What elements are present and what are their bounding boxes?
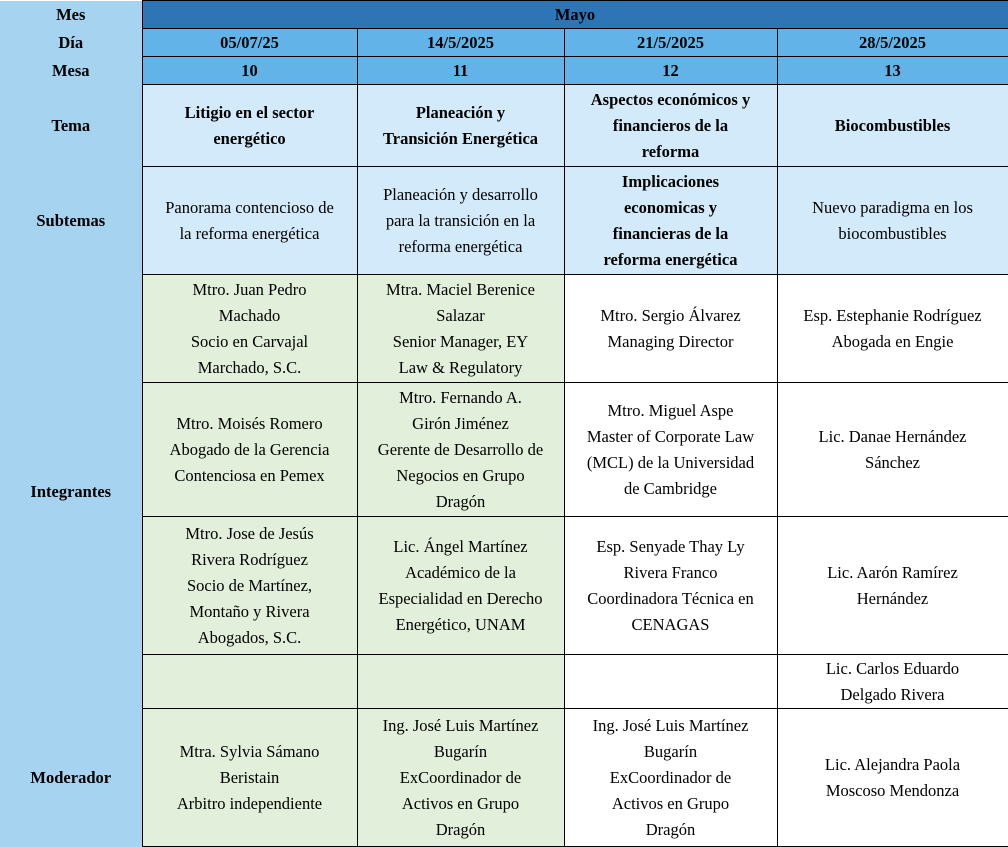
integrante-cell — [357, 655, 564, 709]
cell-line: Bugarín — [433, 741, 488, 761]
mesa-cell: 13 — [777, 57, 1008, 85]
label-moderador: Moderador — [0, 709, 142, 847]
cell-line: Implicaciones — [621, 171, 720, 191]
cell-line: biocombustibles — [838, 223, 947, 243]
cell-line: Litigio en el sector — [184, 102, 315, 122]
cell-line: Lic. Danae Hernández — [818, 426, 967, 446]
integrante-cell — [777, 383, 1008, 517]
cell-line: Managing Director — [607, 331, 734, 351]
cell-line: Dragón — [435, 491, 486, 511]
cell-line: economicas y — [623, 197, 718, 217]
cell-line: Lic. Ángel Martínez — [393, 536, 528, 556]
date-cell: 14/5/2025 — [357, 29, 564, 57]
cell-line: Transición Energética — [382, 128, 539, 148]
label-dia: Día — [0, 29, 142, 57]
cell-line: Delgado Rivera — [840, 684, 945, 704]
cell-line: Senior Manager, EY — [392, 331, 529, 351]
cell-line: Mtro. Fernando A. — [399, 387, 522, 407]
mesa-cell: 11 — [357, 57, 564, 85]
cell-line: Dragón — [435, 819, 486, 839]
cell-line: Socio en Carvajal — [190, 331, 309, 351]
cell-line: Negocios en Grupo — [396, 465, 525, 485]
cell-line: Abogados, S.C. — [197, 627, 302, 647]
cell-line: Law & Regulatory — [398, 357, 523, 377]
date-cell: 21/5/2025 — [564, 29, 777, 57]
cell-line: ExCoordinador de — [399, 767, 522, 787]
cell-line: Mtro. Sergio Álvarez — [600, 305, 741, 325]
cell-line: Abogado de la Gerencia — [169, 439, 330, 459]
cell-line: CENAGAS — [631, 614, 710, 634]
cell-line: Socio de Martínez, — [186, 575, 313, 595]
moderador-cell — [777, 709, 1008, 847]
cell-line: Salazar — [436, 305, 485, 325]
cell-line: Marchado, S.C. — [197, 357, 302, 377]
cell-line: (MCL) de la Universidad — [586, 452, 755, 472]
cell-line: Arbitro independiente — [176, 793, 323, 813]
month-header: Mayo — [142, 1, 1008, 29]
cell-line: Bugarín — [643, 741, 698, 761]
integrante-cell — [777, 517, 1008, 655]
tema-cell — [142, 85, 357, 167]
integrante-cell — [142, 383, 357, 517]
label-mes: Mes — [0, 1, 142, 29]
integrante-cell — [142, 275, 357, 383]
cell-line: financieros de la — [612, 115, 729, 135]
cell-line: Lic. Aarón Ramírez — [827, 562, 958, 582]
cell-line: Ing. José Luis Martínez — [592, 715, 749, 735]
cell-line: Planeación y desarrollo — [383, 184, 538, 204]
cell-line: Panorama contencioso de — [165, 197, 334, 217]
mesa-cell: 12 — [564, 57, 777, 85]
cell-line: Rivera Rodríguez — [191, 549, 308, 569]
cell-line: Esp. Senyade Thay Ly — [596, 536, 745, 556]
cell-line: Esp. Estephanie Rodríguez — [803, 305, 982, 325]
cell-line: reforma — [641, 141, 700, 161]
label-integrantes: Integrantes — [0, 275, 142, 709]
cell-line: Beristain — [219, 767, 280, 787]
integrante-cell — [357, 517, 564, 655]
cell-line: Especialidad en Derecho — [378, 588, 543, 608]
cell-line: de Cambridge — [623, 478, 717, 498]
cell-line: Aspectos económicos y — [590, 89, 751, 109]
cell-line: Montaño y Rivera — [189, 601, 310, 621]
cell-line: Activos en Grupo — [401, 793, 520, 813]
cell-line: Girón Jiménez — [412, 413, 509, 433]
cell-line: Académico de la — [405, 562, 516, 582]
tema-cell — [564, 85, 777, 167]
subtema-cell — [777, 167, 1008, 275]
cell-line: financieras de la — [612, 223, 729, 243]
cell-line: Ing. José Luis Martínez — [382, 715, 539, 735]
cell-line: Lic. Alejandra Paola — [824, 754, 961, 774]
subtema-cell — [564, 167, 777, 275]
label-mesa: Mesa — [0, 57, 142, 85]
moderador-cell — [142, 709, 357, 847]
mesa-cell: 10 — [142, 57, 357, 85]
tema-cell — [357, 85, 564, 167]
integrante-cell — [564, 517, 777, 655]
integrante-cell — [564, 383, 777, 517]
cell-line: Machado — [218, 305, 281, 325]
tema-cell — [777, 85, 1008, 167]
cell-line: Mtro. Jose de Jesús — [185, 523, 314, 543]
integrante-cell — [357, 383, 564, 517]
cell-line: Hernández — [856, 588, 929, 608]
cell-line: Master of Corporate Law — [586, 426, 755, 446]
cell-line: Nuevo paradigma en los — [812, 197, 973, 217]
cell-line: Lic. Carlos Eduardo — [825, 658, 960, 678]
cell-line: Energético, UNAM — [395, 614, 526, 634]
cell-line: Mtra. Maciel Berenice — [386, 279, 535, 299]
integrante-cell — [564, 275, 777, 383]
label-subtemas: Subtemas — [0, 167, 142, 275]
cell-line: Mtro. Juan Pedro — [192, 279, 307, 299]
cell-line: reforma energética — [603, 249, 738, 269]
cell-line: reforma energética — [398, 236, 523, 256]
cell-line: Gerente de Desarrollo de — [377, 439, 544, 459]
cell-line: ExCoordinador de — [609, 767, 732, 787]
cell-line: Moscoso Mendonza — [825, 780, 960, 800]
cell-line: energético — [213, 128, 286, 148]
integrante-cell — [357, 275, 564, 383]
subtema-cell — [357, 167, 564, 275]
date-cell: 28/5/2025 — [777, 29, 1008, 57]
cell-line: Contenciosa en Pemex — [174, 465, 325, 485]
cell-line: para la transición en la — [385, 210, 536, 230]
subtema-cell — [142, 167, 357, 275]
cell-line: Mtro. Moisés Romero — [176, 413, 323, 433]
label-tema: Tema — [0, 85, 142, 167]
cell-line: Activos en Grupo — [611, 793, 730, 813]
cell-line: Biocombustibles — [834, 115, 951, 135]
cell-line: Abogada en Engie — [831, 331, 954, 351]
integrante-cell — [777, 275, 1008, 383]
date-cell: 05/07/25 — [142, 29, 357, 57]
moderador-cell — [564, 709, 777, 847]
cell-line: Mtro. Miguel Aspe — [607, 400, 734, 420]
cell-line: Rivera Franco — [623, 562, 718, 582]
cell-line: la reforma energética — [179, 223, 320, 243]
integrante-cell — [564, 655, 777, 709]
cell-line: Mtra. Sylvia Sámano — [179, 741, 320, 761]
cell-line: Sánchez — [865, 452, 920, 472]
cell-line: Dragón — [645, 819, 696, 839]
integrante-cell — [777, 655, 1008, 709]
cell-line: Planeación y — [415, 102, 506, 122]
moderador-cell — [357, 709, 564, 847]
integrante-cell — [142, 655, 357, 709]
cell-line: Coordinadora Técnica en — [587, 588, 754, 608]
integrante-cell — [142, 517, 357, 655]
